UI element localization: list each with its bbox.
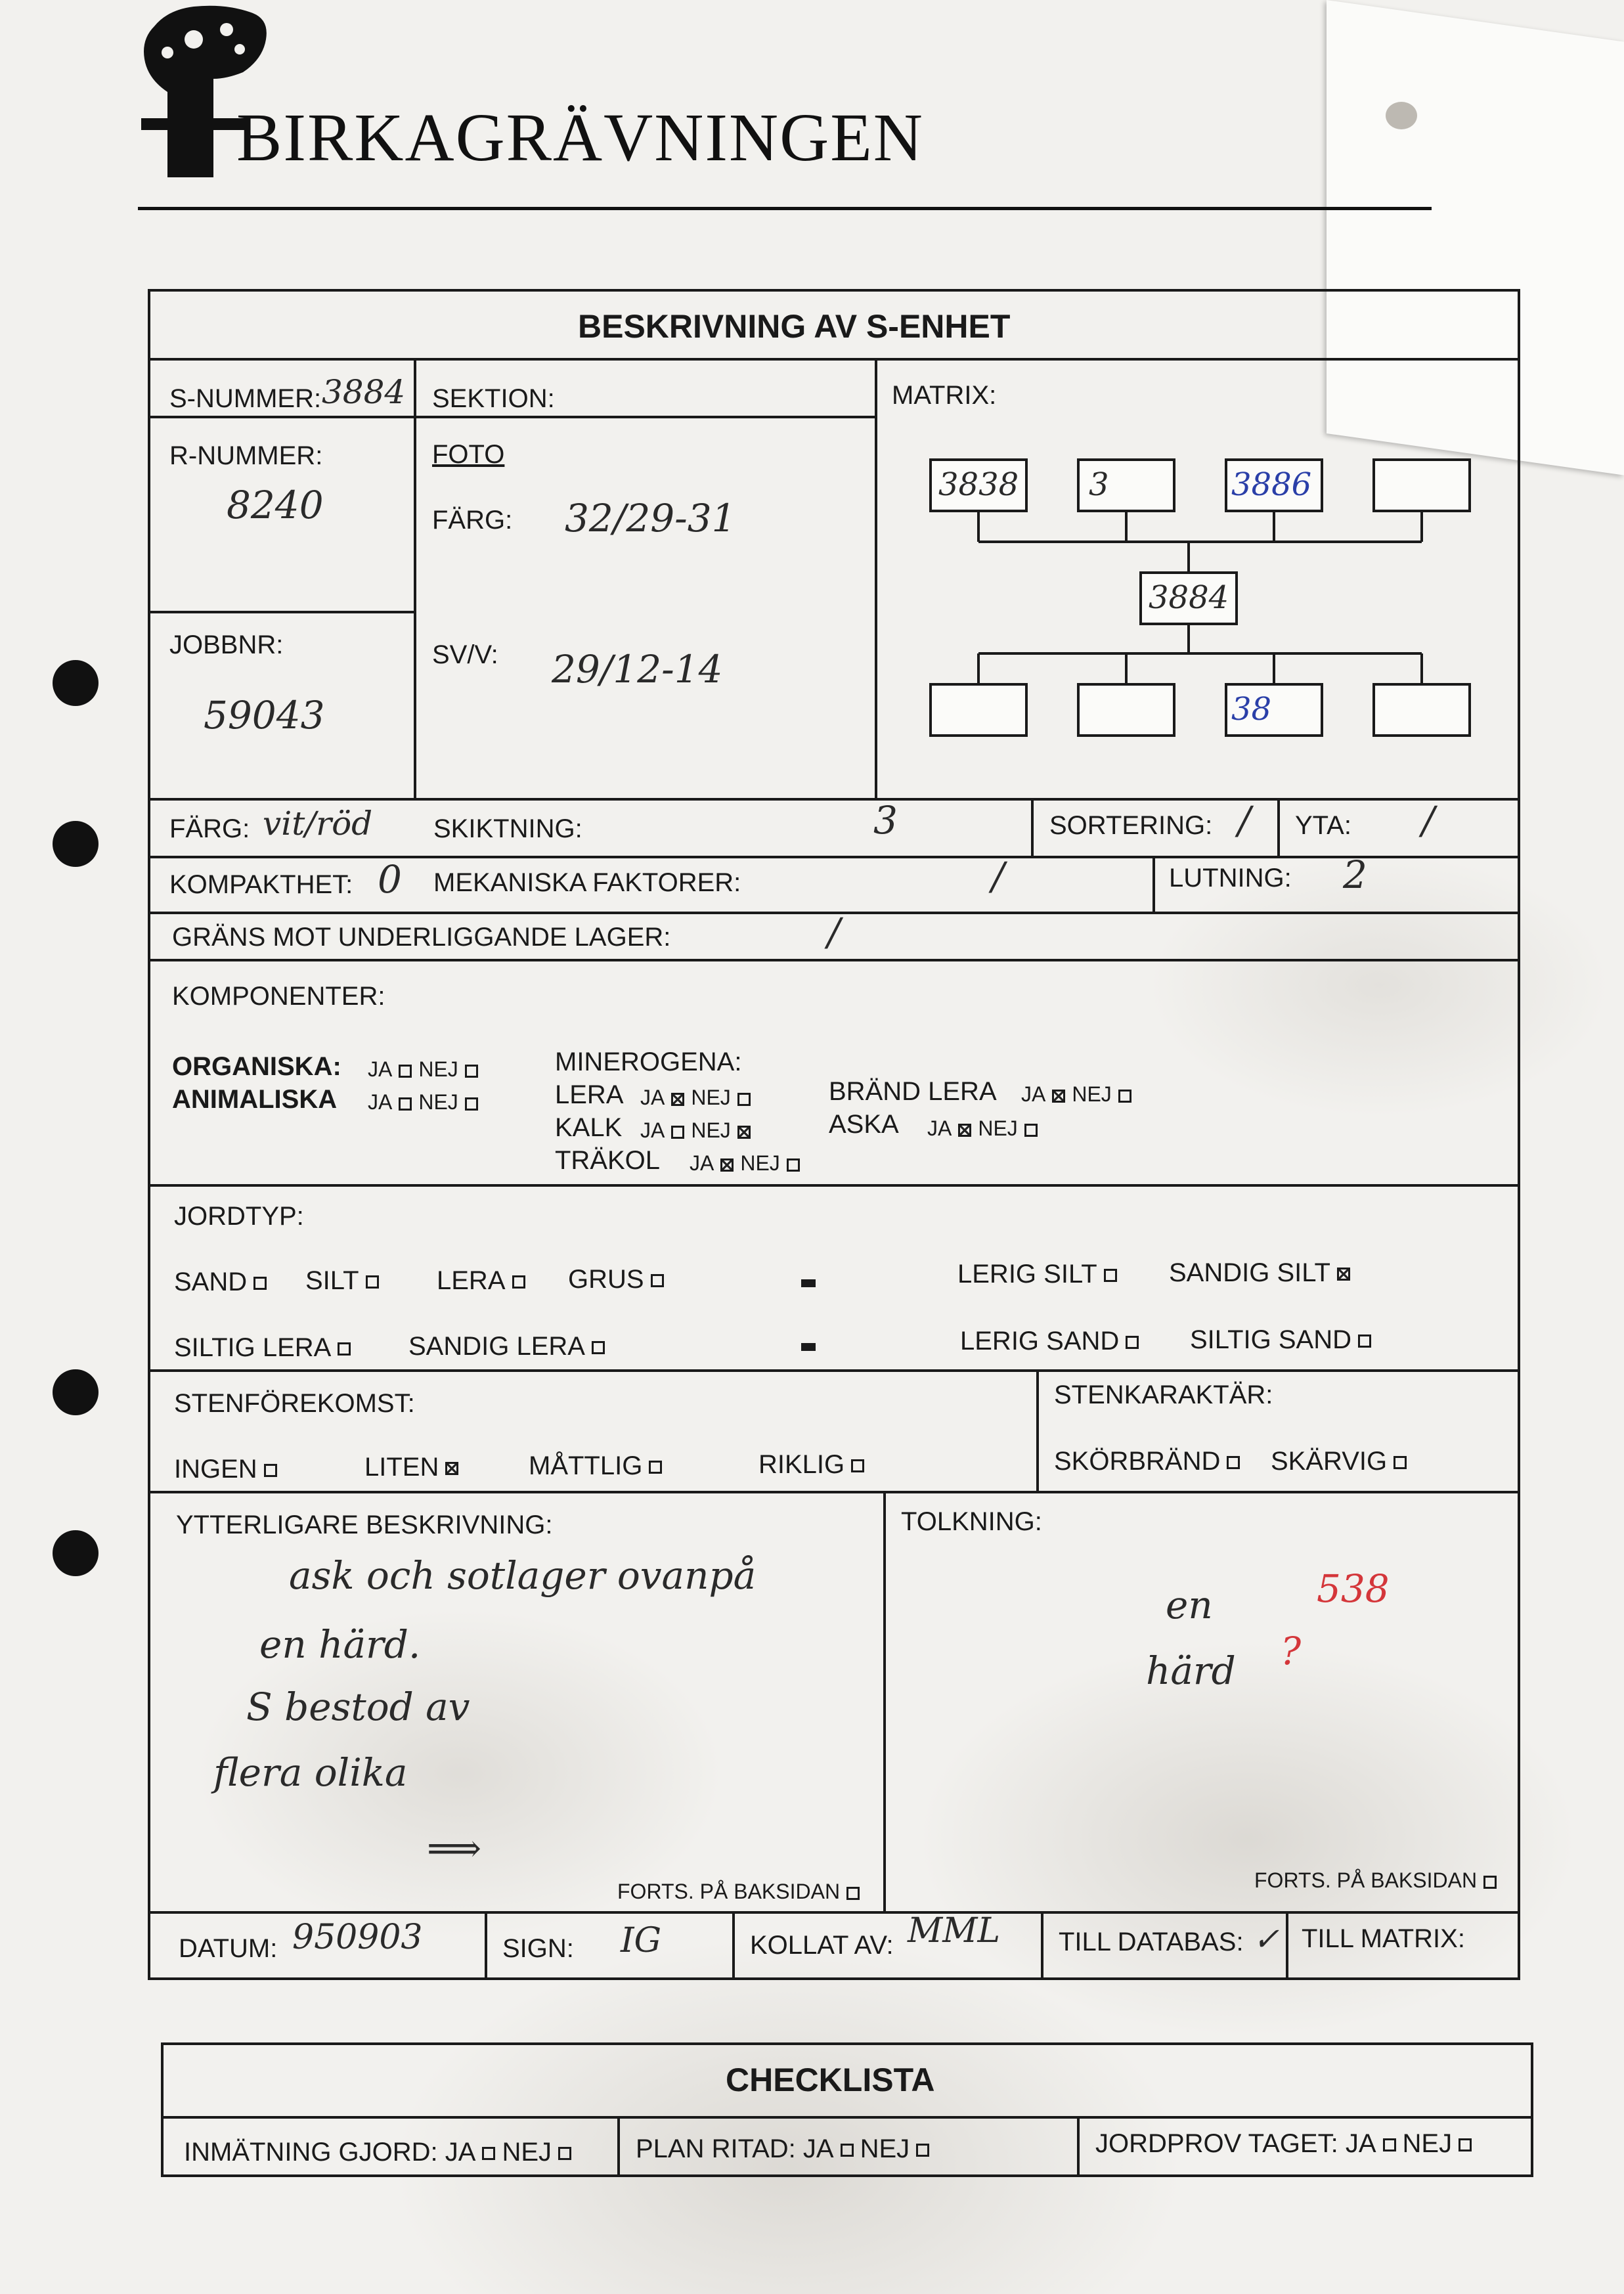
sten-riklig[interactable]: RIKLIG	[758, 1450, 871, 1480]
till-matrix-label: TILL MATRIX:	[1302, 1924, 1465, 1953]
s-nummer-label: S-NUMMER:	[169, 384, 322, 413]
sten-skorbrand[interactable]: SKÖRBRÄND	[1054, 1447, 1246, 1476]
grans-value: /	[827, 910, 841, 954]
plan-nej-checkbox[interactable]	[916, 2144, 929, 2157]
sandig-lera-checkbox[interactable]	[592, 1341, 605, 1354]
mekaniska-value: /	[992, 854, 1005, 898]
rule	[148, 959, 1520, 961]
lera-ja-checkbox[interactable]	[671, 1093, 684, 1106]
sten-mattlig[interactable]: MÅTTLIG	[529, 1451, 669, 1481]
rule	[148, 856, 1520, 858]
ytterligare-label: YTTERLIGARE BESKRIVNING:	[176, 1511, 553, 1539]
till-databas-check: ✓	[1253, 1921, 1280, 1958]
kompakthet-label: KOMPAKTHET:	[169, 870, 353, 899]
ytterligare-line-4: flera olika	[213, 1750, 408, 1795]
brand-lera-nej-checkbox[interactable]	[1118, 1090, 1131, 1103]
lutning-value: 2	[1343, 852, 1367, 897]
ingen-checkbox[interactable]	[264, 1464, 277, 1477]
matrix-box-bottom-1	[929, 683, 1028, 737]
trakol-label: TRÄKOL	[555, 1146, 661, 1175]
sandig-silt-checkbox[interactable]	[1337, 1268, 1350, 1281]
siltig-lera-checkbox[interactable]	[338, 1342, 351, 1356]
matrix-box-bottom-2	[1077, 683, 1175, 737]
divider-dash	[801, 1343, 816, 1351]
sten-skarvig[interactable]: SKÄRVIG	[1271, 1447, 1413, 1476]
header-rule	[138, 207, 1432, 210]
r-nummer-value: 8240	[227, 483, 324, 527]
lera-label: LERA	[555, 1080, 624, 1109]
aska-ja-checkbox[interactable]	[958, 1124, 971, 1137]
kompakthet-value: 0	[378, 857, 402, 902]
lerig-silt-checkbox[interactable]	[1104, 1269, 1117, 1282]
jordprov-nej-checkbox[interactable]	[1459, 2138, 1472, 2151]
jordtyp-silt[interactable]: SILT	[305, 1266, 385, 1296]
rule	[1036, 1369, 1039, 1491]
rule	[1041, 1911, 1043, 1980]
rule	[148, 611, 414, 613]
matrix-label: MATRIX:	[892, 381, 997, 410]
yta-label: YTA:	[1295, 811, 1351, 840]
rule	[1152, 856, 1155, 912]
sign-label: SIGN:	[502, 1934, 574, 1963]
jordprov-row[interactable]: JORDPROV TAGET: JA NEJ	[1095, 2129, 1478, 2159]
matrix-box-top-4	[1372, 458, 1471, 512]
sortering-value: /	[1238, 798, 1251, 843]
rule	[1286, 1911, 1288, 1980]
komponenter-label: KOMPONENTER:	[172, 982, 385, 1011]
checklista-title: CHECKLISTA	[726, 2062, 935, 2098]
matrix-box-top-1: 3838	[929, 458, 1028, 512]
riklig-checkbox[interactable]	[851, 1459, 864, 1472]
sten-ingen[interactable]: INGEN	[174, 1455, 284, 1484]
plan-row[interactable]: PLAN RITAD: JA NEJ	[636, 2134, 936, 2164]
punch-hole	[53, 1369, 99, 1415]
organiska-options[interactable]: JA NEJ	[368, 1057, 485, 1082]
rule	[148, 798, 1520, 801]
foto-label: FOTO	[432, 440, 505, 469]
sand-checkbox[interactable]	[253, 1277, 267, 1290]
rule	[1031, 798, 1034, 856]
rule	[148, 1491, 1520, 1493]
till-databas-label: TILL DATABAS:	[1059, 1928, 1244, 1956]
trakol-options[interactable]: JA NEJ	[690, 1151, 806, 1176]
aska-options[interactable]: JA NEJ	[927, 1116, 1044, 1141]
rule	[161, 2116, 1533, 2119]
tag-hole	[1386, 102, 1417, 129]
tolkning-line-1: en	[1166, 1583, 1213, 1627]
form-title: BESKRIVNING AV S-ENHET	[578, 308, 1011, 345]
punch-hole	[53, 821, 99, 867]
s-nummer-value: 3884	[322, 373, 406, 411]
skiktning-value: 3	[873, 798, 898, 843]
matrix-box-bottom-4	[1372, 683, 1471, 737]
rule	[148, 1369, 1520, 1372]
punch-hole	[53, 660, 99, 706]
kollat-label: KOLLAT AV:	[750, 1931, 894, 1960]
organiska-ja-checkbox[interactable]	[399, 1065, 412, 1078]
foto-sv-label: SV/V:	[432, 640, 498, 669]
organiska-nej-checkbox[interactable]	[465, 1065, 478, 1078]
mattlig-checkbox[interactable]	[649, 1461, 662, 1474]
foto-farg-value: 32/29-31	[565, 496, 736, 540]
jordtyp-sand[interactable]: SAND	[174, 1268, 273, 1297]
kalk-options[interactable]: JA NEJ	[640, 1118, 757, 1143]
tolkning-question: ?	[1281, 1629, 1302, 1673]
r-nummer-label: R-NUMMER:	[169, 441, 323, 470]
punch-hole	[53, 1530, 99, 1576]
farg-label: FÄRG:	[169, 814, 250, 843]
skiktning-label: SKIKTNING:	[433, 814, 582, 843]
ytterligare-line-2: en härd.	[259, 1622, 421, 1667]
brand-lera-options[interactable]: JA NEJ	[1021, 1082, 1138, 1107]
brand-lera-ja-checkbox[interactable]	[1052, 1090, 1065, 1103]
lera-options[interactable]: JA NEJ	[640, 1086, 757, 1110]
animaliska-nej-checkbox[interactable]	[465, 1097, 478, 1111]
skarvig-checkbox[interactable]	[1394, 1456, 1407, 1469]
matrix-box-top-2: 3	[1077, 458, 1175, 512]
jordtyp-grus[interactable]: GRUS	[568, 1265, 670, 1294]
kalk-nej-checkbox[interactable]	[737, 1126, 751, 1139]
lera-nej-checkbox[interactable]	[737, 1093, 751, 1106]
animaliska-ja-checkbox[interactable]	[399, 1097, 412, 1111]
grans-label: GRÄNS MOT UNDERLIGGANDE LAGER:	[172, 923, 671, 952]
sten-liten[interactable]: LITEN	[364, 1453, 465, 1482]
tolkning-line-2: härd	[1146, 1648, 1236, 1693]
matrix-box-bottom-3: 38	[1225, 683, 1323, 737]
ytterligare-forts-checkbox[interactable]	[846, 1887, 860, 1900]
logo-text: BIRKAGRÄVNINGEN	[236, 100, 924, 175]
jordtyp-lera[interactable]: LERA	[437, 1266, 532, 1296]
liten-checkbox[interactable]	[445, 1462, 458, 1475]
jobbnr-value: 59043	[204, 693, 325, 738]
rule	[1077, 2116, 1080, 2177]
rule	[148, 1184, 1520, 1187]
sortering-label: SORTERING:	[1049, 811, 1213, 840]
silt-checkbox[interactable]	[366, 1275, 379, 1289]
trakol-ja-checkbox[interactable]	[720, 1158, 734, 1172]
animaliska-label: ANIMALISKA	[172, 1085, 338, 1114]
jordtyp-sandig-silt[interactable]: SANDIG SILT	[1169, 1258, 1357, 1288]
lutning-label: LUTNING:	[1169, 864, 1292, 893]
farg-value: vit/röd	[263, 805, 373, 843]
jobbnr-label: JOBBNR:	[169, 630, 284, 659]
tolkning-forts-checkbox[interactable]	[1483, 1876, 1497, 1889]
grus-checkbox[interactable]	[651, 1274, 664, 1287]
organiska-label: ORGANISKA:	[172, 1052, 341, 1081]
jordprov-ja-checkbox[interactable]	[1383, 2138, 1396, 2151]
datum-value: 950903	[292, 1918, 423, 1957]
siltig-sand-checkbox[interactable]	[1358, 1334, 1371, 1348]
yta-value: /	[1422, 798, 1435, 843]
stenforekomst-label: STENFÖREKOMST:	[174, 1389, 415, 1418]
foto-farg-label: FÄRG:	[432, 506, 513, 535]
jordtyp-lerig-sand[interactable]: LERIG SAND	[960, 1327, 1145, 1356]
sign-value: IG	[621, 1921, 662, 1960]
sektion-label: SEKTION:	[432, 384, 555, 413]
rule	[148, 416, 877, 418]
brand-lera-label: BRÄND LERA	[829, 1077, 997, 1106]
ytterligare-arrow: ⟹	[427, 1826, 482, 1870]
skorbrand-checkbox[interactable]	[1227, 1456, 1240, 1469]
rule	[414, 358, 416, 798]
tolkning-ref: 538	[1317, 1566, 1390, 1611]
rule	[875, 358, 877, 798]
lera-checkbox[interactable]	[512, 1275, 525, 1289]
ytterligare-line-1: ask och sotlager ovanpå	[289, 1553, 757, 1598]
mekaniska-label: MEKANISKA FAKTORER:	[433, 868, 741, 897]
rule	[732, 1911, 735, 1980]
datum-label: DATUM:	[179, 1934, 278, 1963]
tolkning-label: TOLKNING:	[901, 1507, 1042, 1536]
kalk-label: KALK	[555, 1113, 623, 1142]
aska-nej-checkbox[interactable]	[1024, 1124, 1038, 1137]
tolkning-forts[interactable]: FORTS. PÅ BAKSIDAN	[1254, 1868, 1503, 1893]
matrix-box-top-3: 3886	[1225, 458, 1323, 512]
rule	[1277, 798, 1280, 856]
divider-dash	[801, 1279, 816, 1287]
jordtyp-lerig-silt[interactable]: LERIG SILT	[957, 1260, 1124, 1289]
rule	[883, 1491, 886, 1911]
inmatning-row[interactable]: INMÄTNING GJORD: JA NEJ	[184, 2138, 578, 2167]
matrix-box-center: 3884	[1139, 571, 1238, 625]
jordtyp-siltig-lera[interactable]: SILTIG LERA	[174, 1333, 357, 1363]
rule	[148, 1911, 1520, 1914]
rule	[485, 1911, 487, 1980]
lerig-sand-checkbox[interactable]	[1126, 1336, 1139, 1349]
rule	[148, 358, 1520, 361]
ytterligare-line-3: S bestod av	[246, 1685, 470, 1729]
aska-label: ASKA	[829, 1110, 899, 1139]
minerogena-label: MINEROGENA:	[555, 1048, 742, 1076]
rule	[617, 2116, 620, 2177]
inmatning-ja-checkbox[interactable]	[482, 2147, 495, 2160]
plan-ja-checkbox[interactable]	[841, 2144, 854, 2157]
trakol-nej-checkbox[interactable]	[787, 1158, 800, 1172]
animaliska-options[interactable]: JA NEJ	[368, 1090, 485, 1114]
jordtyp-siltig-sand[interactable]: SILTIG SAND	[1190, 1325, 1378, 1355]
inmatning-nej-checkbox[interactable]	[558, 2147, 571, 2160]
stenkarakter-label: STENKARAKTÄR:	[1054, 1380, 1273, 1409]
kalk-ja-checkbox[interactable]	[671, 1126, 684, 1139]
jordtyp-sandig-lera[interactable]: SANDIG LERA	[408, 1332, 611, 1361]
kollat-value: MML	[908, 1911, 1001, 1951]
foto-sv-value: 29/12-14	[552, 647, 723, 692]
jordtyp-label: JORDTYP:	[174, 1202, 304, 1231]
ytterligare-forts[interactable]: FORTS. PÅ BAKSIDAN	[617, 1880, 866, 1904]
